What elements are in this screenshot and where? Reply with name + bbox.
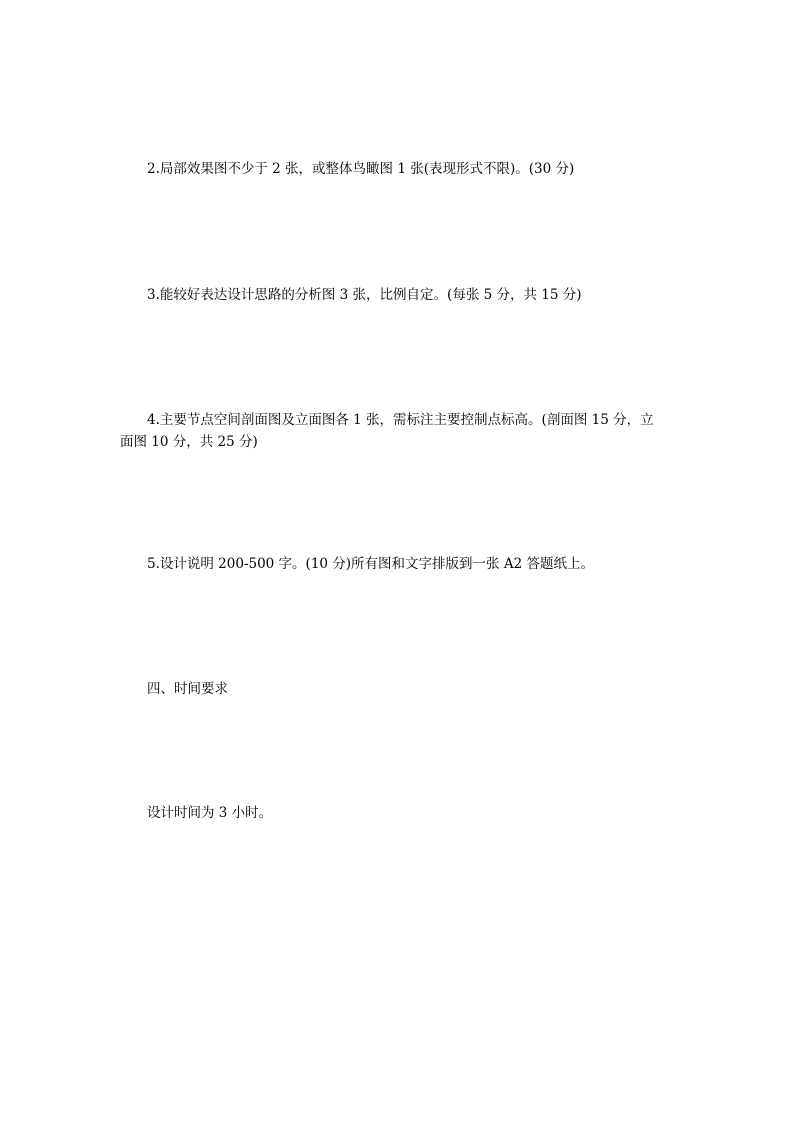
requirement-item-5: 5.设计说明 200-500 字。(10 分)所有图和文字排版到一张 A2 答题纸上。 <box>147 556 594 572</box>
section-heading-time: 四、时间要求 <box>147 681 228 697</box>
time-requirement-text: 设计时间为 3 小时。 <box>147 805 273 821</box>
requirement-item-4-line2: 面图 10 分，共 25 分) <box>120 434 258 450</box>
requirement-item-3: 3.能较好表达设计思路的分析图 3 张，比例自定。(每张 5 分，共 15 分) <box>147 287 582 303</box>
requirement-item-4 <box>120 409 680 453</box>
requirement-item-4-line1: 4.主要节点空间剖面图及立面图各 1 张，需标注主要控制点标高。(剖面图 15 分，立 <box>147 412 654 428</box>
requirement-item-2: 2.局部效果图不少于 2 张，或整体鸟瞰图 1 张(表现形式不限)。(30 分) <box>147 161 575 177</box>
